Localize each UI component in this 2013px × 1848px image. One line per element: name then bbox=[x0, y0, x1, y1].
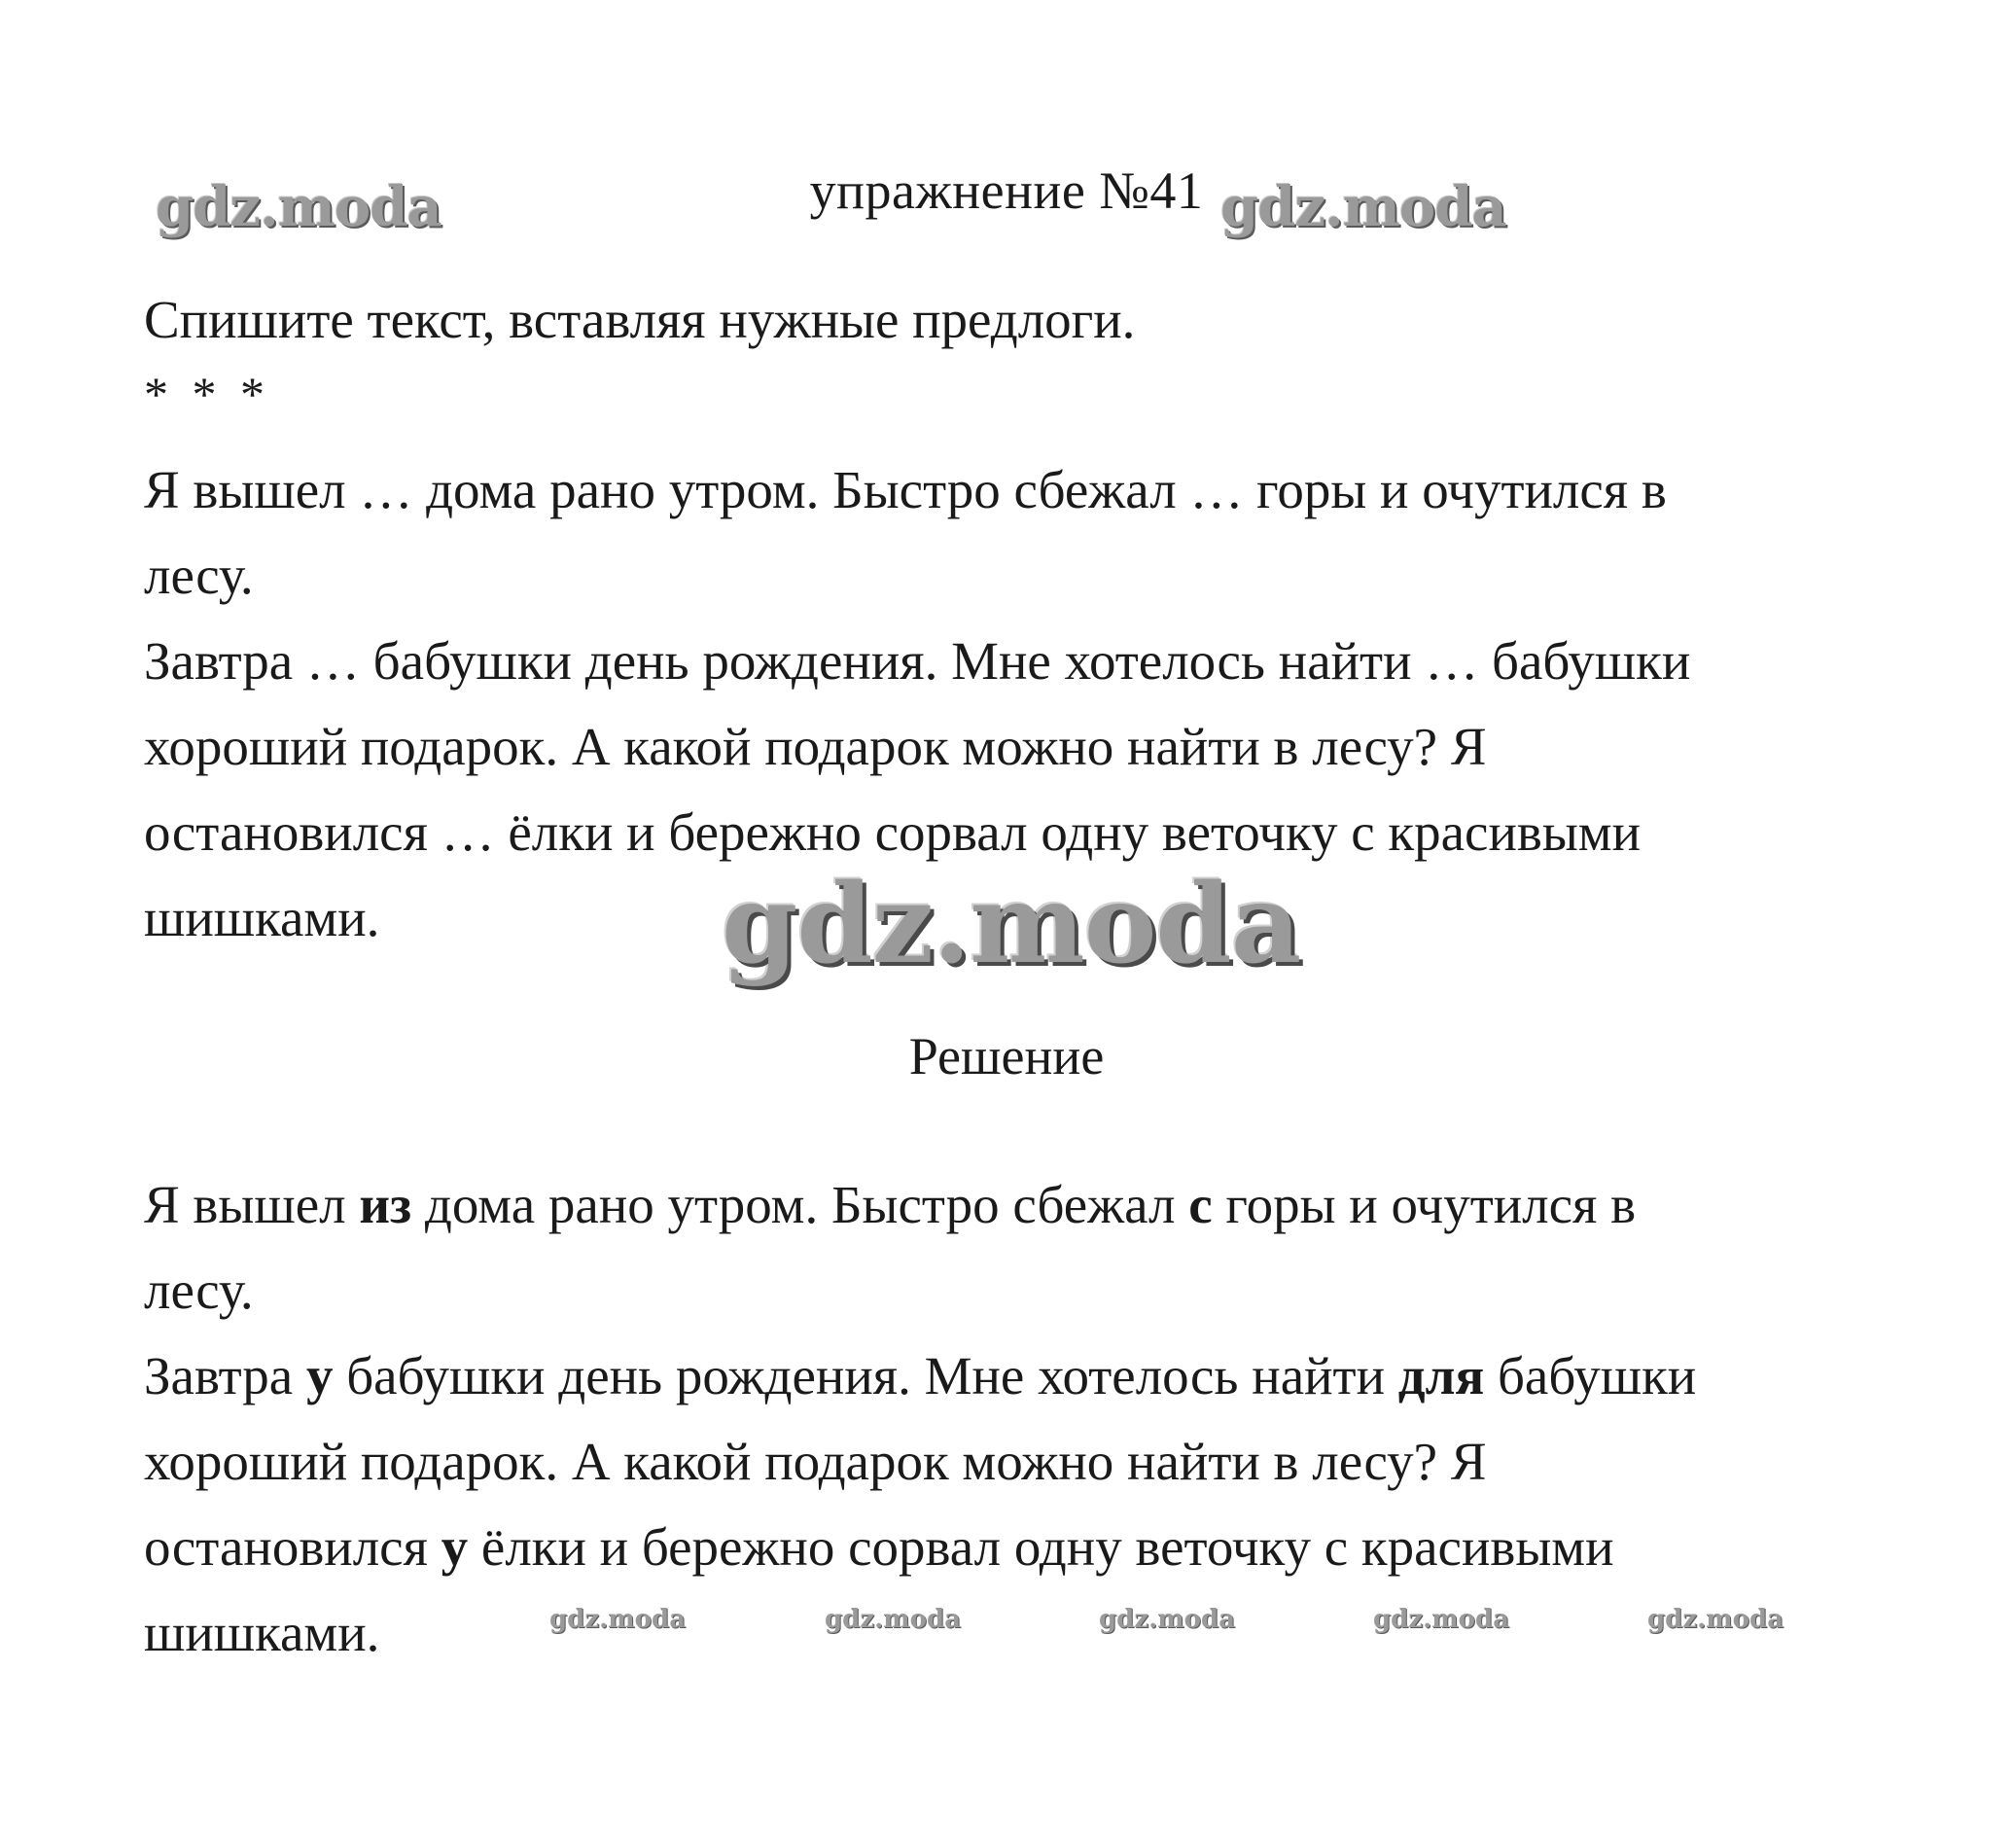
instruction-text: Спишите текст, вставляя нужные предлоги. bbox=[144, 290, 1136, 349]
solution-fragment: горы и очутился в bbox=[1212, 1175, 1637, 1234]
watermark-logo: gdz.moda bbox=[1373, 1605, 1510, 1634]
solution-fragment: дома рано утром. Быстро сбежал bbox=[411, 1175, 1189, 1234]
solution-line: хороший подарок. А какой подарок можно найти в лесу? Я bbox=[144, 1432, 1487, 1491]
answer-preposition: у bbox=[441, 1517, 469, 1577]
task-line: лесу. bbox=[144, 546, 254, 605]
solution-text bbox=[144, 1162, 1894, 1676]
task-line: Завтра … бабушки день рождения. Мне хотелось найти … бабушки bbox=[144, 631, 1691, 691]
watermark-logo: gdz.moda bbox=[549, 1605, 687, 1634]
answer-preposition: из bbox=[359, 1175, 412, 1234]
task-line: Я вышел … дома рано утром. Быстро сбежал … горы и очутился в bbox=[144, 460, 1667, 519]
watermark-logo: gdz.moda bbox=[1099, 1605, 1236, 1634]
solution-line bbox=[144, 1162, 1894, 1248]
watermark-logo: gdz.moda bbox=[722, 861, 1301, 988]
solution-fragment: бабушки день рождения. Мне хотелось найти bbox=[333, 1346, 1398, 1405]
answer-preposition: для bbox=[1397, 1346, 1485, 1405]
solution-line bbox=[144, 1505, 1894, 1590]
solution-line bbox=[144, 1333, 1894, 1419]
answer-preposition: у bbox=[305, 1346, 334, 1405]
watermark-logo: gdz.moda bbox=[1647, 1605, 1784, 1634]
answer-preposition: с bbox=[1188, 1175, 1213, 1234]
task-line: хороший подарок. А какой подарок можно найти в лесу? Я bbox=[144, 717, 1487, 776]
solution-fragment: Я вышел bbox=[144, 1175, 360, 1234]
task-line: шишками. bbox=[144, 888, 380, 947]
solution-line: шишками. bbox=[144, 1603, 380, 1662]
task-line: остановился … ёлки и бережно сорвал одну веточку с красивыми bbox=[144, 802, 1642, 862]
page-title: упражнение №41 bbox=[809, 161, 1204, 220]
watermark-logo: gdz.moda bbox=[156, 175, 441, 239]
solution-line: лесу. bbox=[144, 1261, 254, 1320]
solution-fragment: Завтра bbox=[144, 1346, 306, 1405]
solution-fragment: бабушки bbox=[1484, 1346, 1697, 1405]
watermark-logo: gdz.moda bbox=[825, 1605, 962, 1634]
solution-fragment: остановился bbox=[144, 1517, 441, 1577]
solution-fragment: ёлки и бережно сорвал одну веточку с красивыми bbox=[468, 1517, 1614, 1577]
separator: * * * bbox=[144, 367, 270, 421]
solution-heading: Решение bbox=[908, 1027, 1105, 1085]
watermark-logo: gdz.moda bbox=[1220, 175, 1506, 239]
